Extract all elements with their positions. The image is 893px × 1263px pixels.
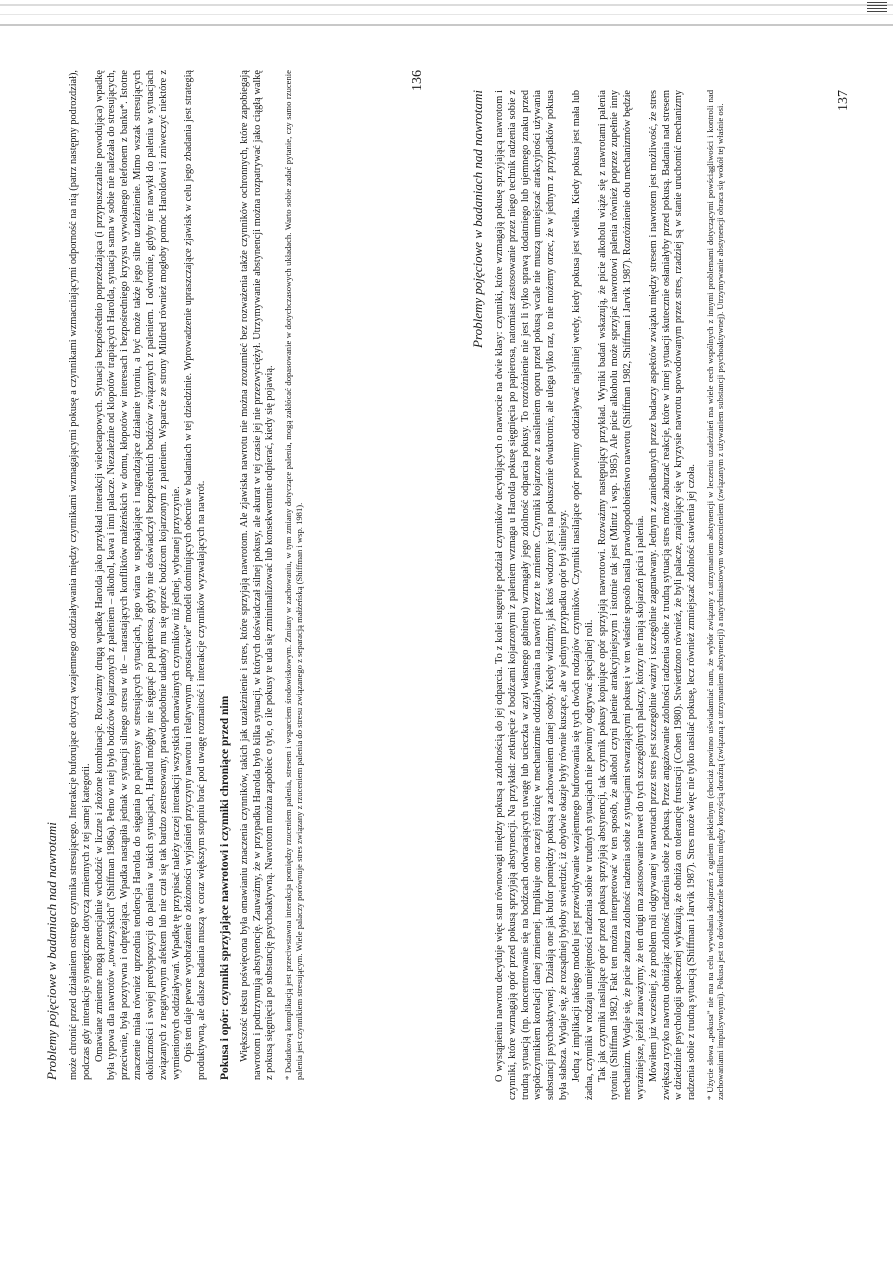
body-text [68,70,277,1080]
paragraph: O wystąpieniu nawrotu decyduje więc stan równowagi między pokusą a zdolnością do jej odparcia. To z kolei sugeruje podział czynników decydujących o nawrocie na dwie klasy: czynniki, które wzmagają pokusę sprzyjającą nawrotom i czynniki, które wzmagają opór przed pokusą sprzyjają abstynencji. Na przykład: zetknięcie z bodźcami kojarzonymi z paleniem wzmaga u Harolda pokusę sięgnięcia po papierosa, natomiast zastosowanie przez niego technik radzenia sobie z trudną sytuacją (np. koncentrowanie się na bodźcach odwracających uwagę lub ucieczka w azyl własnego gabinetu) wzmagały jego zdolność odparcia pokusy. To rozróżnienie nie jest li tylko sprawą dodatniego lub ujemnego znaku przed współczynnikiem korelacji danej zmiennej. Implikuje ono raczej różnicę w mechanizmie oddziaływania na nawrót przez te zmienne. Czynniki kojarzone z nasileniem oporu przed pokusą wcale nie muszą umniejszać atrakcyjności używania substancji psychoaktywnej. Działają one jak bufor pomiędzy pokusą a zachowaniem danej osoby. Kiedy widzimy, jak ktoś wodzony jest na pokuszenie dwukrotnie, ale ulega tylko raz, to nie możemy orzec, że w jednym z przypadków pokusa była słabsza. Wydaje się, że rozsądniej byłoby stwierdzić, iż obydwie okazje były równie kuszące, ale w jednym przypadku opór był silniejszy. [494,90,570,1100]
scan-streak [0,24,893,26]
paragraph: Mówiłem już wcześniej, że problem roli odgrywanej w nawrotach przez stres jest szczególnie ważny i szczególnie zagmatwany. Jednym z zaniedbanych przez badaczy aspektów związku między stresem i nawrotem jest możliwość, że stres zwiększa ryzyko nawrotu obniżając zdolność radzenia sobie z pokusą. Przez angażowanie zdolności radzenia sobie z trudną sytuacją stres może zaburzać reakcje, które w innej sytuacji skutecznie osłaniałyby przed pokusą. Badania nad stresem w dziedzinie psychologii społecznej wykazują, że obniża on tolerancję frustracji (Cohen 1980). Stwierdzono również, że byli palacze, znajdujący się w kryzysie nawrotu spowodowanym przez stres, rzadziej są w stanie uruchomić mechanizmy radzenia sobie z trudną sytuacją (Shiffman i Jarvik 1987). Stres może więc nie tylko nasilać pokusę, lecz również zmniejszać zdolność stawienia jej czoła. [647,90,698,1100]
running-head: Problemy pojęciowe w badaniach nad nawrotami [44,822,59,1080]
scan-streak [0,4,893,6]
paragraph: Jedną z implikacji takiego modelu jest przewidywanie wzajemnego buforowania się tych dwóch rodzajów czynników. Czynniki nasilające opór powinny oddziaływać najsilniej wtedy, kiedy pokusa jest wielka. Kiedy pokusa jest mała lub żadna, czynniki w rodzaju umiejętności radzenia sobie w trudnych sytuacjach nie powinny odgrywać specjalnej roli. [570,90,595,1100]
paragraph: Omawiane zmienne mogą potencjalnie wchodzić w liczne i złożone kombinacje. Rozważmy drugą wpadkę Harolda jako przykład interakcji wieloetapowych. Sytuacja bezpośrednio poprzedzająca (i przypuszczalnie powodująca) wpadkę była typowa dla nawrotów „towarzyskich” (Shiffman 1986a). Pełno w niej było bodźców kojarzonych z paleniem – alkohol, kawa i inni palacze. Niezależnie od klopotów trapiących Harolda, sytuacja sama w sobie nie należała do stresujących, przeciwnie, była pozytywna i odprężająca. Wpadka nastąpiła jednak w sytuacji silnego stresu w tle – narastających konfliktów małżeńskich w domu, kłopotów w interesach i bezpośredniego kryzysu wywołanego telefonem z banku*. Istotne znaczenie miała również uprzednia tendencja Harolda do sięgania po papierosy w stresujących sytuacjach, jego wiara w uspokajające i nagradzające działanie tytoniu, a być może także jego silne uzależnienie. Mimo wszak stresujących okoliczności i swojej predyspozycji do palenia w takich sytuacjach, Harold mógłby nie sięgnąć po papierosa, gdyby nie doświadczył bezpośrednich bodźców związanych z paleniem. I odwrotnie, gdyby nie nawykł do palenia w sytuacjach związanych z negatywnym afektem lub nie czuł się tak bardzo zestresowany, prawdopodobnie udałoby mu się oprzeć bodźcom kojarzonym z paleniem. Wsparcie ze strony Mildred również mogłoby pomóc Haroldowi i zniweczyć niektóre z wymienionych oddziaływań. Wpadkę tę przypisać należy raczej interakcji wszystkich omawianych czynników niż jednej, wybranej przyczynie. [93,70,182,1080]
section-heading: Pokusa i opór: czynniki sprzyjające nawrotowi i czynniki chroniące przed nim [218,695,231,1080]
running-head: Problemy pojęciowe w badaniach nad nawrotami [470,90,485,348]
paragraph: Tak jak czynniki nasilające opór przed pokusą sprzyjają abstynencji, tak czynnik pokusy kopiujące opór sprzyjają nawrotowi. Rozważmy następujący przykład. Wyniki badań wskazują, że picie alkoholu wiąże się z nawrotami palenia tytoniu (Shiffman 1982). Fakt ten można interpretować w ten sposób, że alkohol czyni palenie atrakcyjniejszym i istotnie tak jest (Mintz i wsp. 1985). Ale picie alkoholu może sprzyjać nawrotowi palenia również poprzez zupełnie inny mechanizm. Wydaje się, że picie zaburza zdolność radzenia sobie z sytuacjami stwarzającymi pokusę i w ten właśnie sposób nasila prawdopodobieństwo nawrotu (Shiffman 1982, Shiffman i Jarvik 1987). Rozróżnienie obu mechanizmów będzie wyraźniejsze, jeżeli zauważymy, że ten drugi ma zastosowanie nawet do tych szczególnych palaczy, którzy nie mają skojarzeń picia i palenia. [596,90,646,1100]
page-number: 136 [410,70,425,91]
page-number: 137 [836,90,851,111]
footnote: * Dodatkową komplikacją jest przeciwstawna interakcja pomiędzy rzuceniem palenia, stresem i wsparciem środowiskowym. Zmiany w zachowaniu, w tym zmiany dotyczące palenia, mogą zakłócać dopasowanie w dotychczasowych układach. Warto sobie zadać pytanie, czy samo rzucenie palenia jest czynnikiem stresującym. Wiele palaczy porównuje stres związany z rzuceniem palenia do stresu związanego z separacją małżeńską (Shiffman i wsp. 1981). [283,70,304,1080]
paragraph: może chronić przed działaniem ostrego czynnika stresującego. Interakcje buforujące dotyczą wzajemnego oddziaływania między czynnikami wzmagającymi pokusę a czynnikami wzmacniającymi odporność na nią (patrz następny podrozdział), podczas gdy interakcje synergiczne dotyczą zmiennych z tej samej kategorii. [68,70,92,1080]
body-text [494,90,699,1100]
scanner-edge-artifact [0,0,893,34]
scan-streak [0,14,893,15]
paragraph: Opis ten daje pewne wyobrażenie o złożoności wyjaśnień przyczyny nawrotu i relatywnym „prostactwie” modeli dominujących obecnie w badaniach w tej dziedzinie. Wprowadzenie upraszczające zjawisk w celu jego zbadania jest strategią produktywną, ale dalsze badania muszą w coraz większym stopniu brać pod uwagę rozmaitość i interakcje czynników wyzwalających na nawrót. [183,70,208,1080]
paragraph: Większość tekstu poświęcona była omawianiu znaczenia czynników, takich jak uzależnienie i stres, które sprzyjają nawrotom. Ale zjawiska nawrotu nie można zrozumieć bez rozważenia także czynników ochronnych, które zapobiegają nawrotom i podtrzymują abstynencję. Zauważmy, że w przypadku Harolda było kilka sytuacji, w których doświadczał silnej pokusy, ale akurat w tej czasie jej nie przezwyciężył. Utrzymywanie abstynencji można rozpatrywać jako ciągłą walkę z pokusą sięgnięcia po substancję psychoaktywną. Nawrotom można zapobiec o tyle, o ile pokusy te uda się zminimalizować lub konsekwentnie odpierać, kiedy się pojawią. [238,70,276,1080]
scan-mark [867,2,887,14]
footnote: * Użycie słowa „pokusa” nie ma na celu wywołania skojarzeń z ogniem piekielnym (chociaż powinno uświadamiać nam, że wybór związany z utrzymaniem abstynencji w leczeniu uzależnień ma wiele cech wspólnych z innymi problemami dotyczącymi powściągliwości i kontroli nad zachowaniami impulsywnymi). Pokusa jest to doświadczenie konfliktu między korzyścią doraźną (związaną z utrzymaniem abstynencji) a natychmiastowym wzmocnieniem (związanym z używaniem substancji psychoaktywnej). Utrzymywanie abstynencji obraca się wokół tej właśnie osi. [705,90,726,1100]
